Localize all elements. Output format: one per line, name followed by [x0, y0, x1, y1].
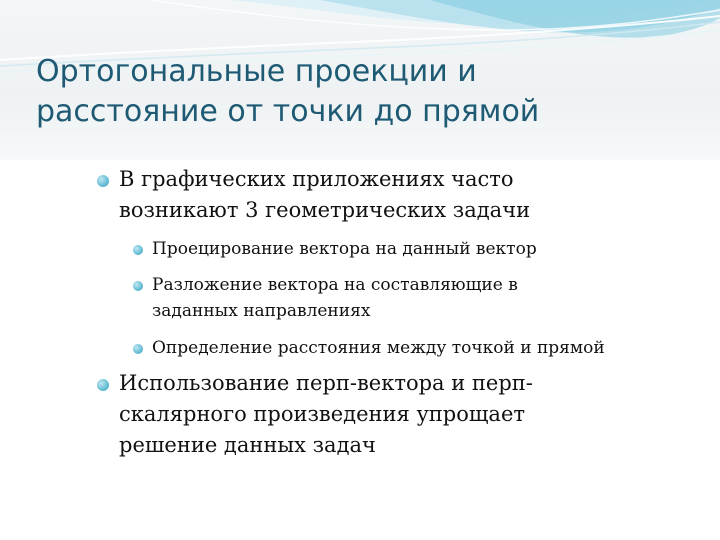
- bullet-dot-icon: [133, 281, 143, 291]
- sub-bullet-distance: [152, 335, 605, 361]
- bullet-line: заданных направлениях: [152, 301, 371, 321]
- bullet-line: В графических приложениях часто: [119, 167, 514, 191]
- bullet-perp-usage: [119, 368, 533, 461]
- sub-bullet-decomposition: [152, 272, 518, 324]
- bullet-line: возникают 3 геометрических задачи: [119, 198, 531, 222]
- bullet-line: Использование перп-вектора и перп-: [119, 371, 533, 395]
- slide-title-line-2: расстояние от точки до прямой: [36, 94, 540, 129]
- slide-title-line-1: Ортогональные проекции и: [36, 54, 477, 89]
- bullet-line: Определение расстояния между точкой и прямой: [152, 338, 605, 358]
- bullet-dot-icon: [133, 344, 143, 354]
- bullet-dot-icon: [97, 175, 109, 187]
- bullet-line: решение данных задач: [119, 433, 376, 457]
- sub-bullet-projection: [152, 236, 537, 262]
- bullet-dot-icon: [133, 245, 143, 255]
- bullet-line: скалярного произведения упрощает: [119, 402, 525, 426]
- bullet-graphics-tasks: [119, 164, 530, 226]
- bullet-line: Проецирование вектора на данный вектор: [152, 239, 537, 259]
- bullet-dot-icon: [97, 379, 109, 391]
- bullet-line: Разложение вектора на составляющие в: [152, 275, 518, 295]
